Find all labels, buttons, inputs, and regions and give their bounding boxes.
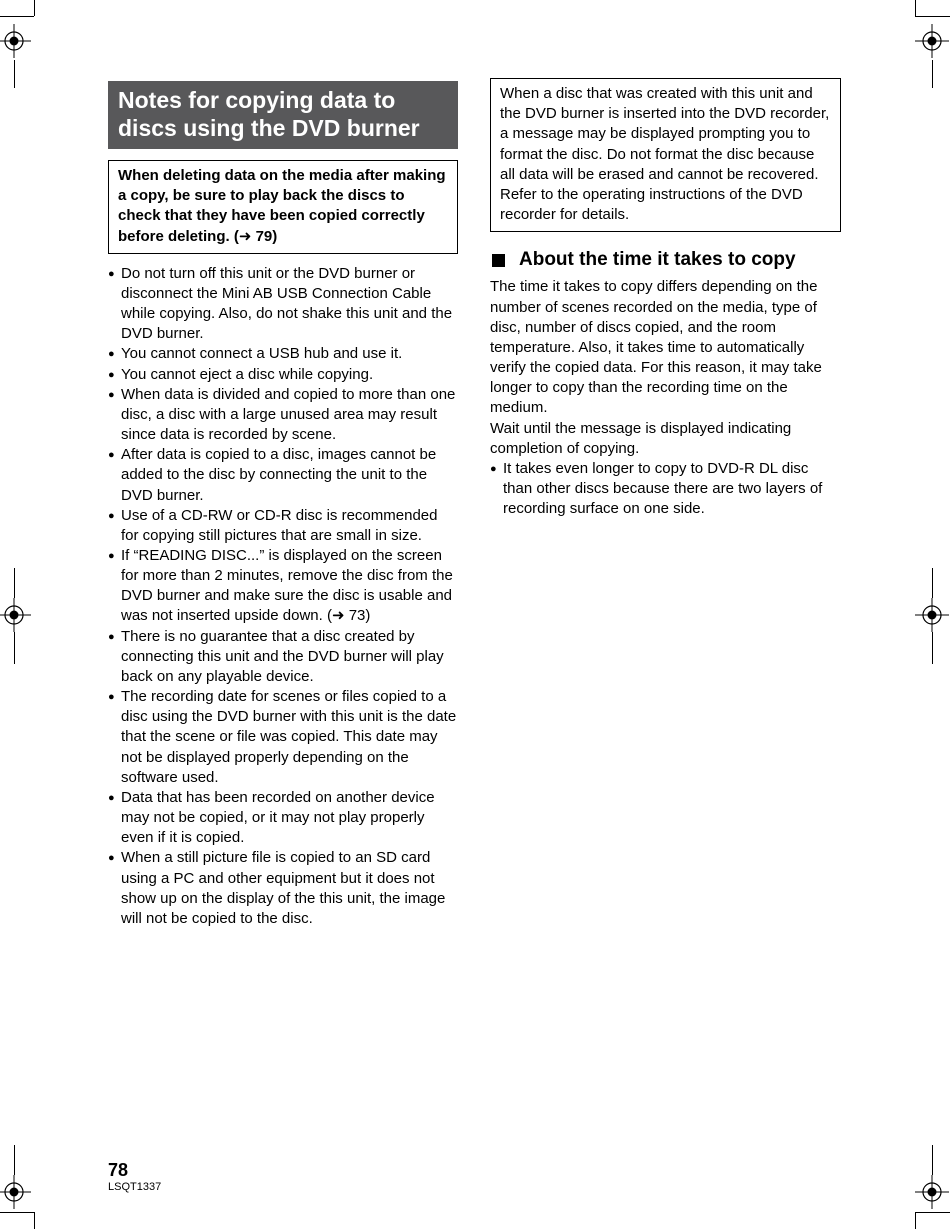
bullet-icon: ●: [108, 852, 115, 865]
right-column: [490, 78, 841, 519]
list-item-text: You cannot connect a USB hub and use it.: [121, 345, 403, 363]
registration-mark-top-left-icon: [0, 24, 31, 58]
list-item: [108, 506, 458, 546]
registration-mark-top-right-icon: [915, 24, 949, 58]
trim-line: [0, 1212, 34, 1213]
list-item-text: If “READING DISC...” is displayed on the screen for more than 2 minutes, remove the disc from the DVD burner and make sure the disc is usable and was not inserted upside down. (➜ 73): [121, 547, 453, 625]
list-item-text: When a still picture file is copied to an SD card using a PC and other equipment but it does not show up on the display of the this unit, the image will not be copied to the disc.: [121, 849, 446, 927]
paragraph: The time it takes to copy differs depending on the number of scenes recorded on the media, type of disc, number of discs copied, and the room temperature. Also, it takes time to automatically verify the copied data. For this reason, it may take longer to copy than the recording time on the medium.: [490, 278, 822, 417]
paragraph: Wait until the message is displayed indicating completion of copying.: [490, 419, 792, 457]
trim-line: [34, 0, 35, 16]
left-column: [108, 81, 458, 929]
list-item-text: Data that has been recorded on another device may not be copied, or it may not play properly even if it is copied.: [121, 788, 435, 847]
bullet-icon: ●: [108, 509, 115, 522]
list-item-text: Use of a CD-RW or CD-R disc is recommended for copying still pictures that are small in size.: [121, 506, 438, 544]
list-item-text: It takes even longer to copy to DVD-R DL disc than other discs because there are two layers of recording surface on one side.: [503, 459, 823, 518]
list-item: [490, 459, 841, 519]
trim-line: [14, 60, 15, 88]
list-item: [108, 546, 458, 627]
bullet-icon: ●: [108, 630, 115, 643]
bullet-icon: ●: [108, 388, 115, 401]
format-note-text: When a disc that was created with this unit and the DVD burner is inserted into the DVD recorder, a message may be displayed prompting you to format the disc. Do not format the disc because all data will be erased and cannot be recovered.: [500, 85, 830, 183]
list-item: [108, 385, 458, 445]
section-title: Notes for copying data to discs using the DVD burner: [118, 87, 420, 141]
list-item: [108, 365, 458, 385]
list-item: [108, 687, 458, 788]
list-item-text: Do not turn off this unit or the DVD burner or disconnect the Mini AB USB Connection Cable while copying. Also, do not shake this unit and the DVD burner.: [121, 264, 453, 343]
bullet-icon: ●: [108, 691, 115, 704]
format-note-box: [490, 78, 841, 232]
bullet-icon: ●: [108, 449, 115, 462]
copy-time-description: [490, 277, 841, 458]
bullet-icon: ●: [108, 267, 115, 280]
page-number: 78: [108, 1160, 129, 1180]
trim-line: [932, 60, 933, 88]
list-item: [108, 627, 458, 687]
list-item-text: There is no guarantee that a disc created by connecting this unit and the DVD burner will play back on any playable device.: [121, 627, 444, 685]
warning-text: When deleting data on the media after making a copy, be sure to play back the discs to check that they have been copied correctly before deleting. (➜ 79): [118, 167, 446, 245]
bullet-icon: ●: [108, 348, 115, 361]
trim-line: [915, 1212, 950, 1213]
notes-list: [108, 264, 458, 929]
registration-mark-middle-left-icon: [0, 598, 31, 632]
subsection-heading: [490, 248, 841, 272]
subsection-heading-text: About the time it takes to copy: [519, 249, 796, 271]
registration-mark-bottom-right-icon: [915, 1175, 949, 1209]
trim-line: [34, 1212, 35, 1229]
list-item-text: You cannot eject a disc while copying.: [121, 365, 374, 383]
list-item: [108, 788, 458, 848]
registration-mark-bottom-left-icon: [0, 1175, 31, 1209]
list-item: [108, 264, 458, 345]
list-item-text: The recording date for scenes or files copied to a disc using the DVD burner with this unit is the date that the scene or file was copied. This date may not be displayed properly depending on the software used.: [121, 688, 457, 786]
bullet-icon: ●: [490, 462, 497, 475]
list-item: [108, 445, 458, 505]
trim-line: [14, 1145, 15, 1175]
trim-line: [932, 632, 933, 664]
bullet-icon: ●: [108, 791, 115, 804]
square-bullet-icon: [492, 254, 505, 267]
list-item-text: After data is copied to a disc, images cannot be added to the disc by connecting the unit to the DVD burner.: [121, 446, 437, 504]
registration-mark-middle-right-icon: [915, 598, 949, 632]
section-title-box: [108, 81, 458, 149]
trim-line: [932, 568, 933, 598]
trim-line: [0, 16, 34, 17]
document-code: LSQT1337: [108, 1181, 162, 1193]
trim-line: [932, 1145, 933, 1175]
trim-line: [14, 632, 15, 664]
list-item: [108, 344, 458, 364]
warning-box: [108, 160, 458, 254]
copy-time-list: [490, 459, 841, 519]
format-note-reference: Refer to the operating instructions of the DVD recorder for details.: [500, 186, 803, 224]
trim-line: [915, 1212, 916, 1229]
trim-line: [915, 0, 916, 16]
list-item: [108, 848, 458, 929]
trim-line: [915, 16, 950, 17]
list-item-text: When data is divided and copied to more than one disc, a disc with a large unused area may result since data is recorded by scene.: [121, 385, 456, 444]
trim-line: [14, 568, 15, 598]
bullet-icon: ●: [108, 368, 115, 381]
bullet-icon: ●: [108, 550, 115, 562]
